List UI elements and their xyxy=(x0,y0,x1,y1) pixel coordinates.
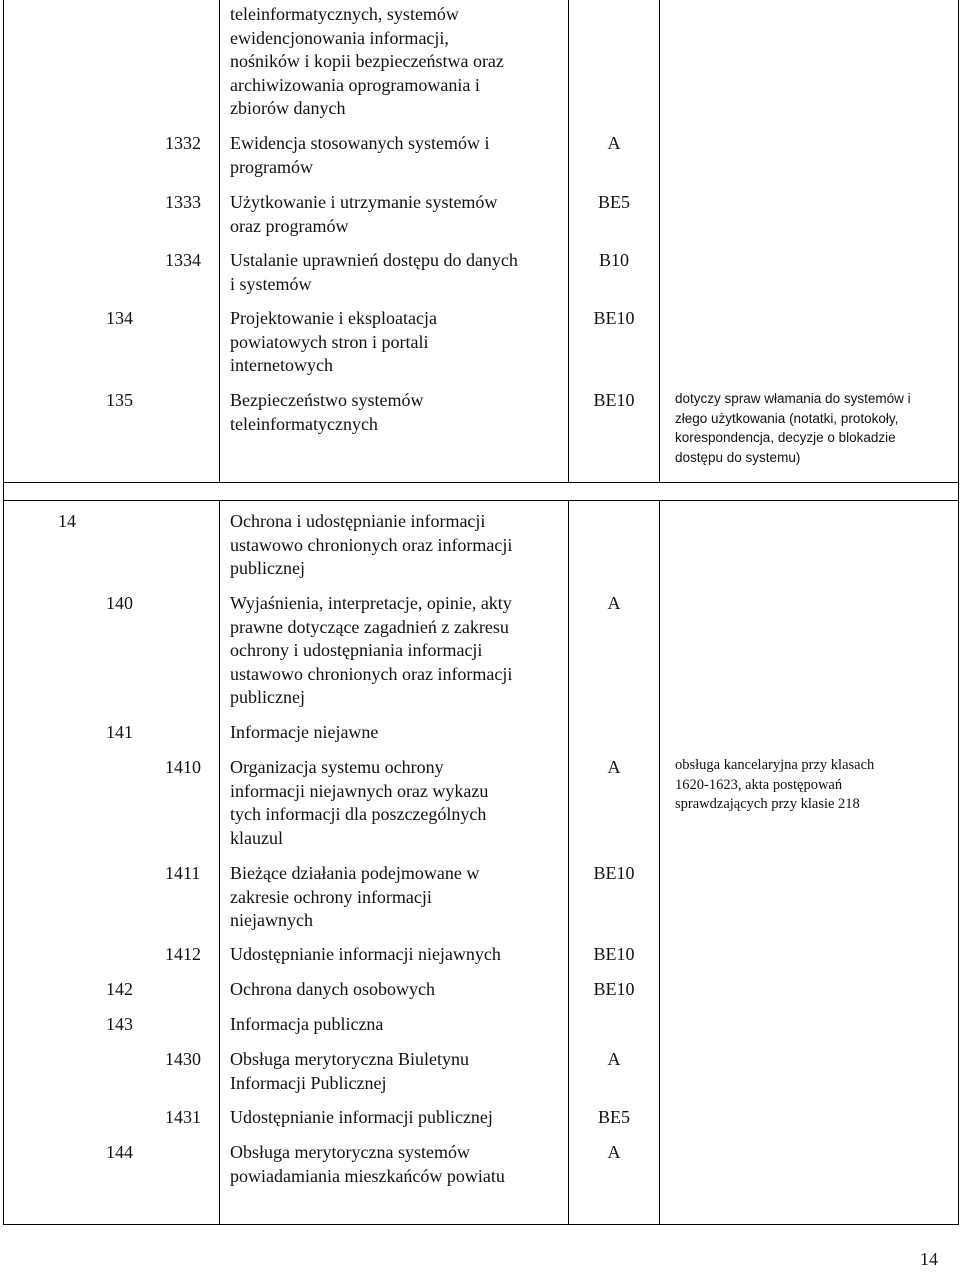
row-title: Użytkowanie i utrzymanie systemów oraz programów xyxy=(230,192,498,236)
row-category: BE5 xyxy=(597,192,630,212)
row-category: BE10 xyxy=(593,944,635,964)
row-code: 141 xyxy=(106,722,133,742)
row-category: BE10 xyxy=(593,308,635,328)
row-code: 142 xyxy=(106,979,133,999)
row-category: A xyxy=(607,133,621,153)
row-category: A xyxy=(607,1049,621,1069)
row-category: A xyxy=(607,1142,621,1162)
section-separator-bottom xyxy=(3,500,959,501)
column-divider-title-lower xyxy=(219,500,220,1224)
row-code: 1410 xyxy=(165,757,201,777)
row-code: 1411 xyxy=(165,863,201,883)
row-title: Udostępnianie informacji publicznej xyxy=(230,1107,493,1127)
row-category: BE10 xyxy=(593,390,635,410)
row-category: BE5 xyxy=(597,1107,630,1127)
row-code: 140 xyxy=(106,593,133,613)
row-title: teleinformatycznych, systemów ewidencjonowania informacji, nośników i kopii bezpieczeństwa oraz archiwizowania oprogramowania i zbiorów danych xyxy=(230,4,504,118)
row-title: Udostępnianie informacji niejawnych xyxy=(230,944,501,964)
row-title: Ewidencja stosowanych systemów i programów xyxy=(230,133,490,177)
row-title: Organizacja systemu ochrony informacji niejawnych oraz wykazu tych informacji dla poszczególnych klauzul xyxy=(230,757,489,848)
row-code: 1334 xyxy=(165,250,201,270)
row-category: B10 xyxy=(598,250,629,270)
page-number: 14 xyxy=(920,1249,938,1269)
row-code: 1431 xyxy=(165,1107,201,1127)
column-divider-title xyxy=(219,0,220,482)
row-title: Wyjaśnienia, interpretacje, opinie, akty prawne dotyczące zagadnień z zakresu ochrony i udostępniania informacji ustawowo chronionych oraz informacji publicznej xyxy=(230,593,513,707)
row-category: BE10 xyxy=(593,979,635,999)
row-title: Projektowanie i eksploatacja powiatowych stron i portali internetowych xyxy=(230,308,437,375)
row-code: 135 xyxy=(106,390,133,410)
row-title: Ochrona i udostępnianie informacji ustawowo chronionych oraz informacji publicznej xyxy=(230,511,513,578)
row-code: 1333 xyxy=(165,192,201,212)
row-title: Bieżące działania podejmowane w zakresie ochrony informacji niejawnych xyxy=(230,863,480,930)
row-note: dotyczy spraw włamania do systemów i złego użytkowania (notatki, protokoły, korespondencja, decyzje o blokadzie dostępu do systemu) xyxy=(675,391,911,465)
row-title: Obsługa merytoryczna Biuletynu Informacji Publicznej xyxy=(230,1049,469,1093)
row-code: 143 xyxy=(106,1014,133,1034)
row-title: Informacja publiczna xyxy=(230,1014,384,1034)
row-title: Bezpieczeństwo systemów teleinformatycznych xyxy=(230,390,424,434)
row-code: 134 xyxy=(106,308,133,328)
row-category: BE10 xyxy=(593,863,635,883)
row-code: 1332 xyxy=(165,133,201,153)
row-note: obsługa kancelaryjna przy klasach 1620-1623, akta postępowań sprawdzających przy klasie 218 xyxy=(675,757,875,812)
row-title: Ustalanie uprawnień dostępu do danych i systemów xyxy=(230,250,518,294)
row-code: 1412 xyxy=(165,944,201,964)
row-code: 144 xyxy=(106,1142,133,1162)
row-title: Obsługa merytoryczna systemów powiadamiania mieszkańców powiatu xyxy=(230,1142,505,1186)
row-code: 1430 xyxy=(165,1049,201,1069)
row-title: Informacje niejawne xyxy=(230,722,379,742)
row-title: Ochrona danych osobowych xyxy=(230,979,435,999)
row-category: A xyxy=(607,757,621,777)
section-separator-top xyxy=(3,482,959,483)
row-code: 14 xyxy=(58,511,76,531)
column-divider-note xyxy=(659,0,660,482)
row-category: A xyxy=(607,593,621,613)
column-divider-note-lower xyxy=(659,500,660,1224)
